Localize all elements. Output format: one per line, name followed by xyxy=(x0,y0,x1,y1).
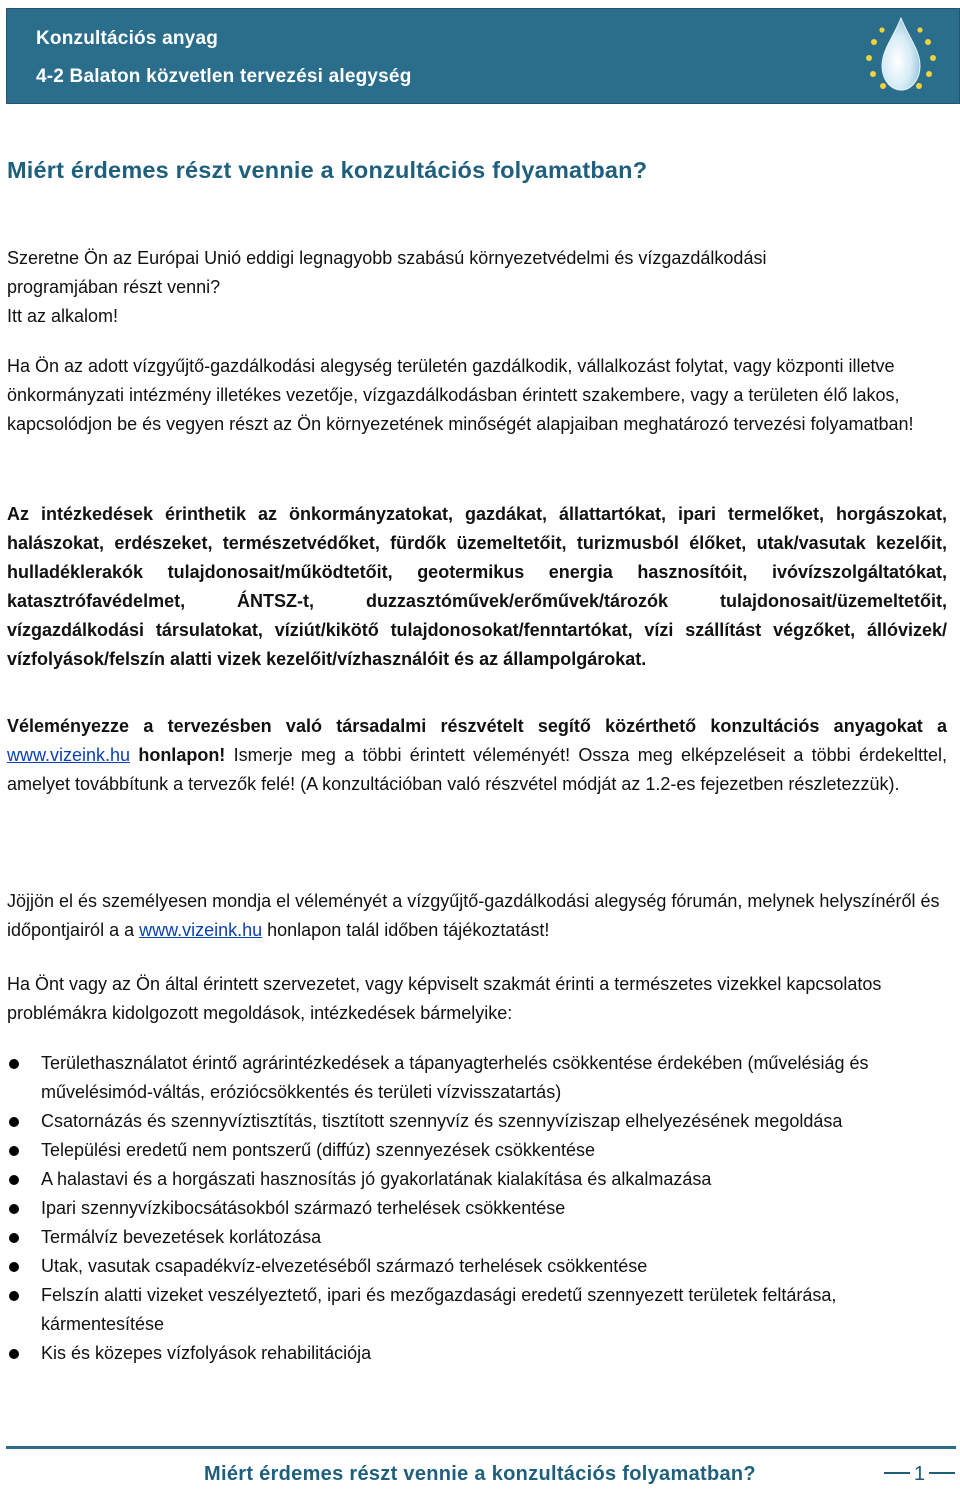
review-rest: Ismerje meg a többi érintett véleményét! Ossza meg elképzeléseit a többi érdekelttel, amelyet továbbítunk a tervezők felé! (A konzultációban való részvétel módját az 1.2-es fejezetben részletezzük). xyxy=(7,745,947,794)
measures-paragraph: Az intézkedések érinthetik az önkormányzatokat, gazdákat, állattartókat, ipari termelőket, horgászokat, halászokat, erdészeket, természetvédőket, fürdők üzemeltetőit, turizmusból élőket, utak/vasutak kezelőit, hulladéklerakók tulajdonosait/működtetőit, geotermikus energia hasznosítóit, ivóvízszolgáltatókat, katasztrófavédelmet, ÁNTSZ-t, duzzasztóművek/erőművek/tározók tulajdonosait/üzemeltetőit, vízgazdálkodási társulatokat, víziút/kikötő tulajdonosokat/fenntartókat, vízi szállítást végzőket, állóvizek/ vízfolyások/felszín alatti vizek kezelőit/vízhasználóit és az állampolgárokat. xyxy=(7,504,947,669)
intro-line-3: Itt az alkalom! xyxy=(7,306,119,326)
list-item: Csatornázás és szennyvíztisztítás, tisztított szennyvíz és szennyvíziszap elhelyezésének megoldása xyxy=(7,1107,952,1136)
list-item: Települési eredetű nem pontszerű (diffúz) szennyezések csökkentése xyxy=(7,1136,952,1165)
concern-paragraph: Ha Önt vagy az Ön által érintett szervezetet, vagy képviselt szakmát érinti a természetes vizekkel kapcsolatos problémákra kidolgozott megoldások, intézkedések bármelyike: xyxy=(7,974,882,1023)
bullet-icon xyxy=(9,1262,19,1272)
page-number xyxy=(880,1463,959,1486)
measures-list xyxy=(7,1049,952,1368)
bullet-icon xyxy=(9,1233,19,1243)
list-item: Utak, vasutak csapadékvíz-elvezetéséből származó terhelések csökkentése xyxy=(7,1252,952,1281)
bullet-icon xyxy=(9,1117,19,1127)
list-item: Területhasználatot érintő agrárintézkedések a tápanyagterhelés csökkentése érdekében (művelésiág és művelésimód-váltás, eróziócsökkentés és területi vízvisszatartás) xyxy=(7,1049,952,1107)
review-paragraph xyxy=(7,712,947,799)
forum-text-after: honlapon talál időben tájékoztatást! xyxy=(262,920,550,940)
intro-paragraph xyxy=(7,244,947,331)
footer-title: Miért érdemes részt vennie a konzultációs folyamatban? xyxy=(204,1463,756,1485)
bullet-icon xyxy=(9,1146,19,1156)
intro-line-1: Szeretne Ön az Európai Unió eddigi legnagyobb szabású környezetvédelmi és vízgazdálkodási xyxy=(7,248,767,268)
intro-line-2: programjában részt venni? xyxy=(7,277,221,297)
bullet-icon xyxy=(9,1291,19,1301)
review-bold-start: Véleményezze a tervezésben való társadalmi részvételt segítő közérthető konzultációs anyagokat a xyxy=(7,716,947,736)
vizeink-link-1[interactable]: www.vizeink.hu xyxy=(7,745,131,765)
list-item: A halastavi és a horgászati hasznosítás jó gyakorlatának kialakítása és alkalmazása xyxy=(7,1165,952,1194)
list-item: Termálvíz bevezetések korlátozása xyxy=(7,1223,952,1252)
forum-text-before: Jöjjön el és személyesen mondja el véleményét a vízgyűjtő-gazdálkodási alegység fórumán, melynek helyszínéről és időpontjairól a a xyxy=(7,891,940,940)
bullet-icon xyxy=(9,1059,19,1069)
vizeink-link-2[interactable]: www.vizeink.hu xyxy=(139,920,263,940)
header-title: Konzultációs anyag xyxy=(36,28,219,49)
bullet-icon xyxy=(9,1349,19,1359)
review-bold-end: honlapon! xyxy=(130,745,226,765)
header-banner xyxy=(6,8,960,104)
water-drop-eu-stars-icon xyxy=(856,12,946,100)
page-number-dash-right xyxy=(929,1472,955,1474)
list-item: Felszín alatti vizeket veszélyeztető, ipari és mezőgazdasági eredetű szennyezett területek feltárása, kármentesítése xyxy=(7,1281,952,1339)
list-item: Kis és közepes vízfolyások rehabilitációja xyxy=(7,1339,952,1368)
page-number-value: 1 xyxy=(914,1463,926,1485)
header-subtitle: 4-2 Balaton közvetlen tervezési alegység xyxy=(36,66,412,87)
audience-paragraph: Ha Ön az adott vízgyűjtő-gazdálkodási alegység területén gazdálkodik, vállalkozást folytat, vagy központi illetve önkormányzati intézmény illetékes vezetője, vízgazdálkodásban érintett szakembere, vagy a területen élő lakos, kapcsolódjon be és vegyen részt az Ön környezetének minőségét alapjaiban meghatározó tervezési folyamatban! xyxy=(7,356,914,434)
page-title: Miért érdemes részt vennie a konzultációs folyamatban? xyxy=(7,157,648,183)
bullet-icon xyxy=(9,1175,19,1185)
list-item: Ipari szennyvízkibocsátásokból származó terhelések csökkentése xyxy=(7,1194,952,1223)
forum-paragraph xyxy=(7,887,947,945)
page-number-dash-left xyxy=(884,1472,910,1474)
bullet-icon xyxy=(9,1204,19,1214)
footer-divider xyxy=(6,1446,956,1449)
